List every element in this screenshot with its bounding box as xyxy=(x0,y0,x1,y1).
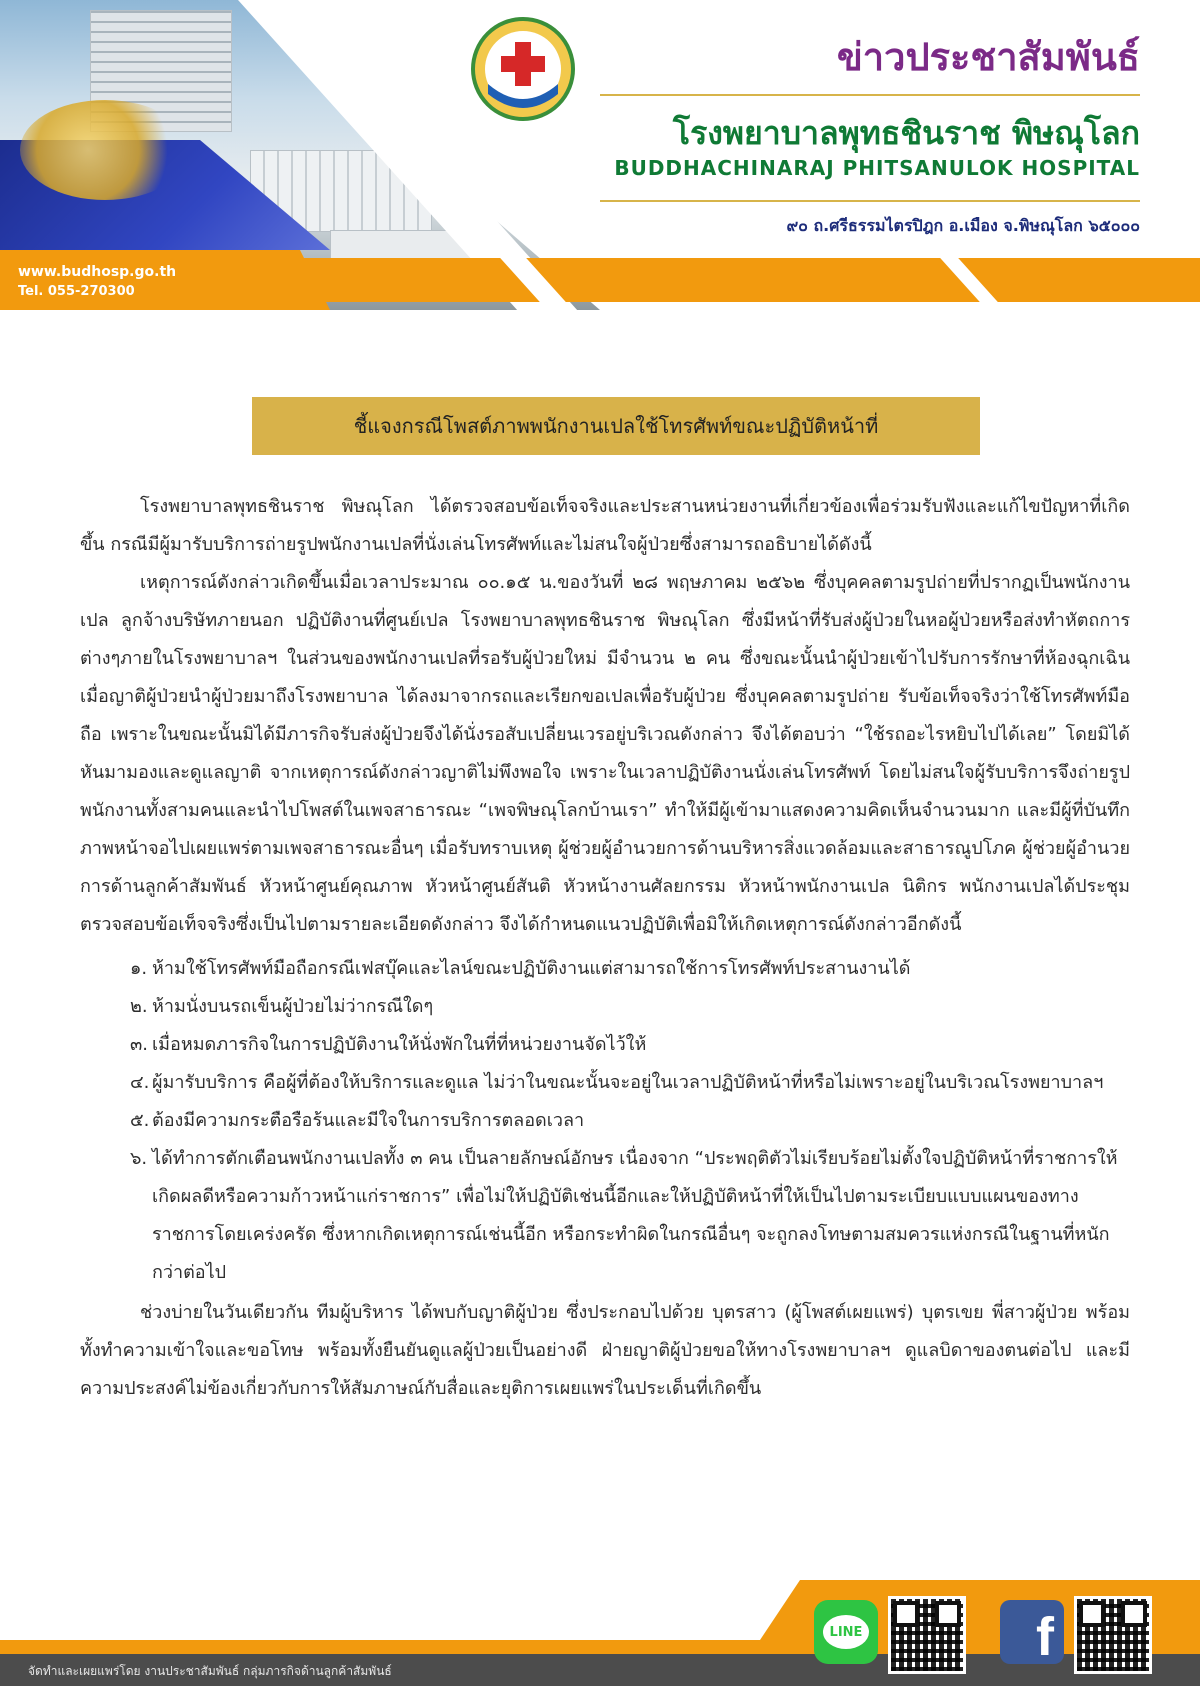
list-number: ๔. xyxy=(130,1072,150,1093)
list-number: ๑. xyxy=(130,958,148,979)
list-number: ๕. xyxy=(130,1110,150,1131)
gold-flower-ornament xyxy=(20,100,190,200)
paragraph-intro: โรงพยาบาลพุทธชินราช พิษณุโลก ได้ตรวจสอบข้อเท็จจริงและประสานหน่วยงานที่เกี่ยวข้องเพื่อร่วมรับฟังและแก้ไขปัญหาที่เกิดขึ้น กรณีมีผู้มารับบริการถ่ายรูปพนักงานเปลที่นั่งเล่นโทรศัพท์และไม่สนใจผู้ป่วยซึ่งสามารถอธิบายได้ดังนี้ xyxy=(80,496,1130,555)
list-number: ๖. xyxy=(130,1148,148,1169)
hospital-name-thai: โรงพยาบาลพุทธชินราช พิษณุโลก xyxy=(672,114,1140,152)
list-item xyxy=(80,1102,1130,1140)
gold-divider xyxy=(600,94,1140,96)
list-text: เมื่อหมดภารกิจในการปฏิบัติงานให้นั่งพักในที่ที่หน่วยงานจัดไว้ให้ xyxy=(152,1034,647,1055)
hospital-address: ๙๐ ถ.ศรีธรรมไตรปิฎก อ.เมือง จ.พิษณุโลก ๖๕๐๐๐ xyxy=(786,216,1140,235)
list-text: ผู้มารับบริการ คือผู้ที่ต้องให้บริการและดูแล ไม่ว่าในขณะนั้นจะอยู่ในเวลาปฏิบัติหน้าที่หรือไม่เพราะอยู่ในบริเวณโรงพยาบาลฯ xyxy=(152,1072,1104,1093)
list-text: ห้ามใช้โทรศัพท์มือถือกรณีเฟสบุ๊คและไลน์ขณะปฏิบัติงานแต่สามารถใช้การโทรศัพท์ประสานงานได้ xyxy=(152,958,911,979)
footer-credit: จัดทำและเผยแพร่โดย งานประชาสัมพันธ์ กลุ่มภารกิจด้านลูกค้าสัมพันธ์ xyxy=(28,1664,392,1678)
list-number: ๒. xyxy=(130,996,148,1017)
rules-list xyxy=(80,950,1130,1292)
announcement-body xyxy=(80,488,1130,1408)
telephone-number: Tel. 055-270300 xyxy=(18,284,135,299)
list-text: ต้องมีความกระตือรือร้นและมีใจในการบริการตลอดเวลา xyxy=(152,1110,585,1131)
qr-code-icon[interactable] xyxy=(888,1596,966,1674)
list-item xyxy=(80,1026,1130,1064)
announcement-title: ชี้แจงกรณีโพสต์ภาพพนักงานเปลใช้โทรศัพท์ขณะปฏิบัติหน้าที่ xyxy=(252,397,980,455)
paragraph-incident: เหตุการณ์ดังกล่าวเกิดขึ้นเมื่อเวลาประมาณ ๐๐.๑๕ น.ของวันที่ ๒๘ พฤษภาคม ๒๕๖๒ ซึ่งบุคคลตามรูปถ่ายที่ปรากฏเป็นพนักงานเปล ลูกจ้างบริษัทภายนอก ปฏิบัติงานที่ศูนย์เปล โรงพยาบาลพุทธชินราช พิษณุโลก ซึ่งมีหน้าที่รับส่งผู้ป่วยในหอผู้ป่วยหรือส่งทำหัตถการต่างๆภายในโรงพยาบาลฯ ในส่วนของพนักงานเปลที่รอรับผู้ป่วยใหม่ มีจำนวน ๒ คน ซึ่งขณะนั้นนำผู้ป่วยเข้าไปรับการรักษาที่ห้องฉุกเฉิน เมื่อญาติผู้ป่วยนำผู้ป่วยมาถึงโรงพยาบาล ได้ลงมาจากรถและเรียกขอเปลเพื่อรับผู้ป่วย ซึ่งบุคคลตามรูปถ่าย รับข้อเท็จจริงว่าใช้โทรศัพท์มือถือ เพราะในขณะนั้นมิได้มีภารกิจรับส่งผู้ป่วยจึงได้นั่งรอสับเปลี่ยนเวรอยู่บริเวณดังกล่าว จึงได้ตอบว่า “ใช้รถอะไรหยิบไปได้เลย” โดยมิได้หันมามองและดูแลญาติ จากเหตุการณ์ดังกล่าวญาติไม่พึงพอใจ เพราะในเวลาปฏิบัติงานนั่งเล่นโทรศัพท์ โดยไม่สนใจผู้รับบริการจึงถ่ายรูปพนักงานทั้งสามคนและนำไปโพสต์ในเพจสาธารณะ “เพจพิษณุโลกบ้านเรา” ทำให้มีผู้เข้ามาแสดงความคิดเห็นจำนวนมาก และมีผู้ที่บันทึกภาพหน้าจอไปเผยแพร่ตามเพจสาธารณะอื่นๆ เมื่อรับทราบเหตุ ผู้ช่วยผู้อำนวยการด้านบริหารสิ่งแวดล้อมและสาธารณูปโภค ผู้ช่วยผู้อำนวยการด้านลูกค้าสัมพันธ์ หัวหน้าศูนย์คุณภาพ หัวหน้าศูนย์สันติ หัวหน้างานศัลยกรรม หัวหน้าพนักงานเปล นิติกร พนักงานเปลได้ประชุมตรวจสอบข้อเท็จจริงซึ่งเป็นไปตามรายละเอียดดังกล่าว จึงได้กำหนดแนวปฏิบัติเพื่อมิให้เกิดเหตุการณ์ดังกล่าวอีกดังนี้ xyxy=(80,572,1130,935)
list-item xyxy=(80,1064,1130,1102)
list-text: ห้ามนั่งบนรถเข็นผู้ป่วยไม่ว่ากรณีใดๆ xyxy=(152,996,434,1017)
paragraph-resolution: ช่วงบ่ายในวันเดียวกัน ทีมผู้บริหาร ได้พบกับญาติผู้ป่วย ซึ่งประกอบไปด้วย บุตรสาว (ผู้โพสต์เผยแพร่) บุตรเขย พี่สาวผู้ป่วย พร้อมทั้งทำความเข้าใจและขอโทษ พร้อมทั้งยืนยันดูแลผู้ป่วยเป็นอย่างดี ฝ่ายญาติผู้ป่วยขอให้ทางโรงพยาบาลฯ ดูแลบิดาของตนต่อไป และมีความประสงค์ไม่ข้องเกี่ยวกับการให้สัมภาษณ์กับสื่อและยุติการเผยแพร่ในประเด็นที่เกิดขึ้น xyxy=(80,1302,1130,1399)
list-text: ได้ทำการตักเตือนพนักงานเปลทั้ง ๓ คน เป็นลายลักษณ์อักษร เนื่องจาก “ประพฤติตัวไม่เรียบร้อยไม่ตั้งใจปฏิบัติหน้าที่ราชการให้เกิดผลดีหรือความก้าวหน้าแก่ราชการ” เพื่อไม่ให้ปฏิบัติเช่นนี้อีกและให้ปฏิบัติหน้าที่ให้เป็นไปตามระเบียบแบบแผนของทางราชการโดยเคร่งครัด ซึ่งหากเกิดเหตุการณ์เช่นนี้อีก หรือกระทำผิดในกรณีอื่นๆ จะถูกลงโทษตามสมควรแห่งกรณีในฐานที่หนักกว่าต่อไป xyxy=(152,1148,1118,1283)
list-item xyxy=(80,950,1130,988)
gold-divider xyxy=(600,200,1140,202)
website-link[interactable]: www.budhosp.go.th xyxy=(18,264,177,280)
header-banner xyxy=(0,0,1200,340)
qr-code-icon[interactable] xyxy=(1074,1596,1152,1674)
list-item xyxy=(80,1140,1130,1292)
line-label: LINE xyxy=(823,1615,869,1649)
line-icon[interactable] xyxy=(814,1600,878,1664)
hospital-name-english: BUDDHACHINARAJ PHITSANULOK HOSPITAL xyxy=(614,156,1140,180)
orange-contact-panel xyxy=(0,250,330,310)
page-title: ข่าวประชาสัมพันธ์ xyxy=(836,35,1140,79)
list-number: ๓. xyxy=(130,1034,149,1055)
facebook-icon[interactable]: f xyxy=(1000,1600,1064,1664)
list-item xyxy=(80,988,1130,1026)
